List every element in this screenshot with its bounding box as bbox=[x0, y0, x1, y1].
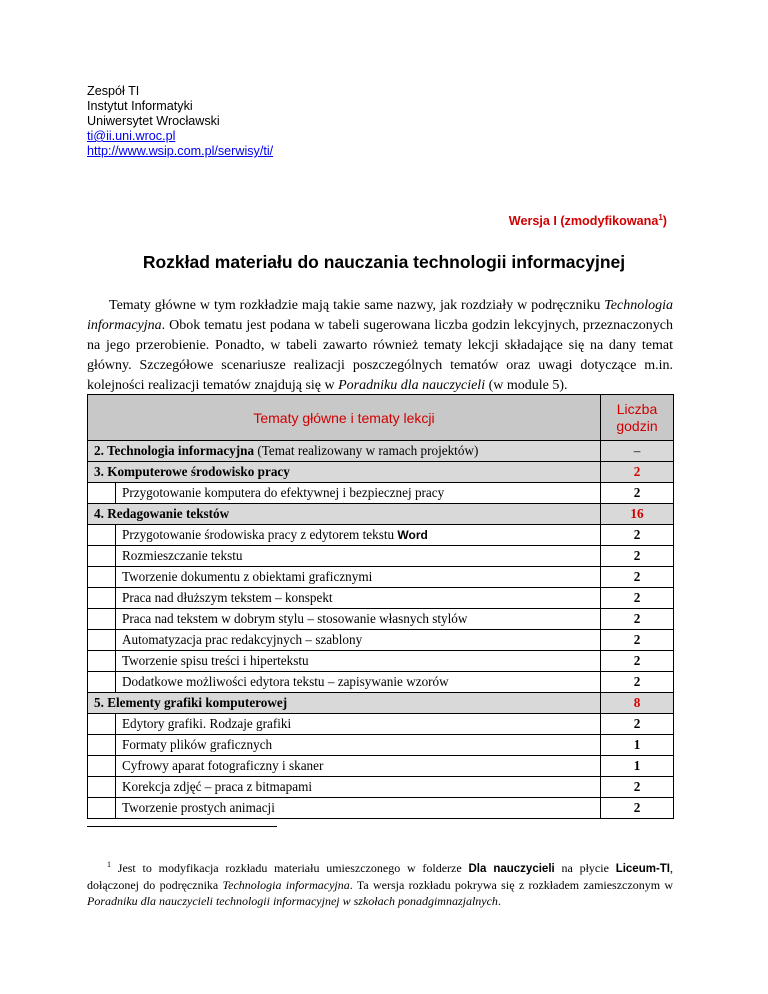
lesson-row bbox=[88, 525, 674, 546]
lesson-row bbox=[88, 798, 674, 819]
indent-cell bbox=[88, 777, 116, 798]
section-row bbox=[88, 693, 674, 714]
lesson-title: Praca nad dłuższym tekstem – konspekt bbox=[116, 588, 601, 609]
indent-cell bbox=[88, 798, 116, 819]
lesson-row bbox=[88, 546, 674, 567]
lesson-row bbox=[88, 630, 674, 651]
indent-cell bbox=[88, 630, 116, 651]
section-hours: 16 bbox=[601, 504, 674, 525]
lesson-hours: 2 bbox=[601, 714, 674, 735]
indent-cell bbox=[88, 483, 116, 504]
lesson-title: Tworzenie dokumentu z obiektami graficznymi bbox=[116, 567, 601, 588]
lesson-hours: 2 bbox=[601, 672, 674, 693]
lesson-hours: 2 bbox=[601, 630, 674, 651]
table-body bbox=[88, 441, 674, 819]
indent-cell bbox=[88, 756, 116, 777]
lesson-hours: 2 bbox=[601, 777, 674, 798]
lesson-row bbox=[88, 756, 674, 777]
lesson-title: Przygotowanie środowiska pracy z edytorem tekstu Word bbox=[116, 525, 601, 546]
email-link[interactable]: ti@ii.uni.wroc.pl bbox=[87, 129, 176, 143]
university-name: Uniwersytet Wrocławski bbox=[87, 114, 220, 128]
hours-column-header: Liczba godzin bbox=[601, 395, 674, 441]
section-note: (Temat realizowany w ramach projektów) bbox=[254, 443, 479, 458]
section-title-cell bbox=[88, 693, 601, 714]
section-title-cell bbox=[88, 462, 601, 483]
topics-column-header: Tematy główne i tematy lekcji bbox=[88, 395, 601, 441]
indent-cell bbox=[88, 651, 116, 672]
footnote-separator bbox=[87, 826, 277, 827]
lesson-title: Edytory grafiki. Rodzaje grafiki bbox=[116, 714, 601, 735]
lesson-row bbox=[88, 588, 674, 609]
lesson-title: Praca nad tekstem w dobrym stylu – stosowanie własnych stylów bbox=[116, 609, 601, 630]
footnote-ref[interactable]: 1 bbox=[658, 213, 663, 222]
section-row bbox=[88, 441, 674, 462]
indent-cell bbox=[88, 735, 116, 756]
lesson-hours: 2 bbox=[601, 651, 674, 672]
lesson-title: Dodatkowe możliwości edytora tekstu – zapisywanie wzorów bbox=[116, 672, 601, 693]
lesson-title: Tworzenie spisu treści i hipertekstu bbox=[116, 651, 601, 672]
section-hours: – bbox=[601, 441, 674, 462]
lesson-row bbox=[88, 651, 674, 672]
section-title: 5. Elementy grafiki komputerowej bbox=[94, 695, 288, 710]
author-block bbox=[87, 84, 273, 159]
indent-cell bbox=[88, 567, 116, 588]
lesson-hours: 2 bbox=[601, 588, 674, 609]
section-row bbox=[88, 462, 674, 483]
section-title-cell bbox=[88, 441, 601, 462]
syllabus-table bbox=[87, 394, 674, 819]
lesson-hours: 2 bbox=[601, 483, 674, 504]
team-name: Zespół TI bbox=[87, 84, 140, 98]
lesson-row bbox=[88, 567, 674, 588]
lesson-title: Tworzenie prostych animacji bbox=[116, 798, 601, 819]
lesson-title: Cyfrowy aparat fotograficzny i skaner bbox=[116, 756, 601, 777]
indent-cell bbox=[88, 672, 116, 693]
lesson-title: Przygotowanie komputera do efektywnej i bezpiecznej pracy bbox=[116, 483, 601, 504]
section-title: 4. Redagowanie tekstów bbox=[94, 506, 230, 521]
indent-cell bbox=[88, 546, 116, 567]
lesson-row bbox=[88, 735, 674, 756]
program-name: Word bbox=[397, 528, 428, 542]
document-title: Rozkład materiału do nauczania technologii informacyjnej bbox=[142, 252, 626, 272]
website-link[interactable]: http://www.wsip.com.pl/serwisy/ti/ bbox=[87, 144, 274, 158]
section-title-cell bbox=[88, 504, 601, 525]
section-row bbox=[88, 504, 674, 525]
lesson-title: Automatyzacja prac redakcyjnych – szablony bbox=[116, 630, 601, 651]
section-title: 3. Komputerowe środowisko pracy bbox=[94, 464, 290, 479]
lesson-hours: 2 bbox=[601, 525, 674, 546]
indent-cell bbox=[88, 525, 116, 546]
lesson-row bbox=[88, 714, 674, 735]
lesson-row bbox=[88, 609, 674, 630]
section-hours: 2 bbox=[601, 462, 674, 483]
lesson-row bbox=[88, 777, 674, 798]
lesson-hours: 1 bbox=[601, 735, 674, 756]
lesson-title: Rozmieszczanie tekstu bbox=[116, 546, 601, 567]
table-header-row bbox=[88, 395, 674, 441]
intro-paragraph: Tematy główne w tym rozkładzie mają takie same nazwy, jak rozdziały w podręczniku Technologia informacyjna. Obok tematu jest podana w tabeli sugerowana liczba godzin lekcyjnych, przeznaczonych na jego przerobienie. Ponadto, w tabeli zawarto również tematy lekcji składające się na dany temat główny. Szczegółowe scenariusze realizacji poszczególnych tematów oraz uwagi dotyczące m.in. kolejności realizacji tematów znajdują się w Poradniku dla nauczycieli (w module 5). bbox=[87, 298, 673, 393]
indent-cell bbox=[88, 714, 116, 735]
indent-cell bbox=[88, 588, 116, 609]
lesson-hours: 2 bbox=[601, 798, 674, 819]
version-label: Wersja I (zmodyfikowana$^1$) bbox=[508, 213, 667, 229]
section-hours: 8 bbox=[601, 693, 674, 714]
lesson-hours: 2 bbox=[601, 567, 674, 588]
lesson-hours: 2 bbox=[601, 546, 674, 567]
indent-cell bbox=[88, 609, 116, 630]
institute-name: Instytut Informatyki bbox=[87, 99, 193, 113]
footnote: $^1$ Jest to modyfikacja rozkładu materiału umieszczonego w folderze Dla nauczycieli na płycie Liceum-TI, dołączonej do podręcznika Technologia informacyjna. Ta wersja rozkładu pokrywa się z rozkładem zamieszczonym w Poradniku dla nauczycieli technologii informacyjnej w szkołach ponadgimnazjalnych. bbox=[87, 860, 674, 908]
lesson-title: Formaty plików graficznych bbox=[116, 735, 601, 756]
lesson-row bbox=[88, 672, 674, 693]
section-title: 2. Technologia informacyjna bbox=[94, 443, 255, 458]
lesson-title: Korekcja zdjęć – praca z bitmapami bbox=[116, 777, 601, 798]
lesson-hours: 2 bbox=[601, 609, 674, 630]
lesson-row bbox=[88, 483, 674, 504]
lesson-hours: 1 bbox=[601, 756, 674, 777]
